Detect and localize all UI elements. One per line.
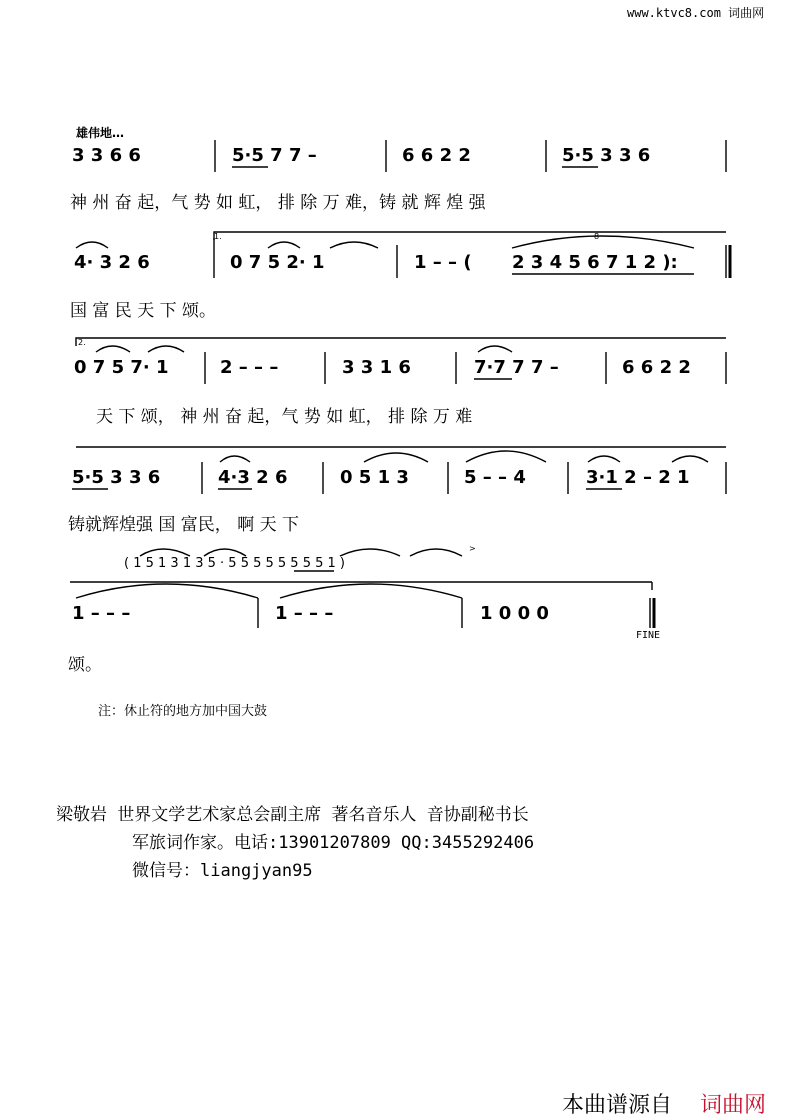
- slur: [220, 456, 250, 462]
- credit-line3: 微信号：liangjyan95: [132, 861, 313, 881]
- row3-bar4: 7·7 7 7 –: [474, 357, 559, 378]
- row1-lyrics: 神 州 奋 起，气 势 如 虹， 排 除 万 难，铸 就 辉 煌 强: [70, 193, 486, 213]
- footnote: 注：休止符的地方加中国大鼓: [98, 704, 268, 719]
- row4-bar2: 4·3 2 6: [218, 467, 288, 488]
- slur: [364, 453, 428, 462]
- row4-lyrics: 铸就辉煌强 国 富民， 啊 天 下: [68, 515, 300, 535]
- row2-bar1: 4· 3 2 6: [74, 252, 150, 273]
- volta-1-label: 1.: [214, 232, 222, 241]
- row6-bar2: 1 – – –: [275, 603, 334, 624]
- tempo-marking: 雄伟地…: [76, 126, 125, 140]
- row4-bar4: 5 – – 4: [464, 467, 526, 488]
- row3-bar5: 6 6 2 2: [622, 357, 691, 378]
- slur: [96, 346, 130, 352]
- slur: [478, 346, 512, 352]
- slur: [268, 242, 300, 248]
- row6-lyrics: 颂。: [68, 655, 102, 675]
- row6-bar3: 1 0 0 0: [480, 603, 549, 624]
- slur: [340, 549, 400, 556]
- slur: [588, 456, 620, 462]
- slur: [140, 549, 190, 556]
- row6-bar1: 1 – – –: [72, 603, 131, 624]
- slur: [672, 456, 708, 462]
- volta-2-bracket: [76, 338, 726, 346]
- row1-bar1: 3 3 6 6: [72, 145, 141, 166]
- brand-logo-text[interactable]: 词曲网: [700, 1093, 767, 1118]
- site-url: www.ktvc8.com 词曲网: [627, 6, 765, 20]
- slur: [148, 346, 184, 352]
- row1-bar3: 6 6 2 2: [402, 145, 471, 166]
- row2-bar4: 2 3 4 5 6 7 1 2 ):: [512, 252, 678, 273]
- row4-bar5: 3·1 2 – 2 1: [586, 467, 690, 488]
- row3-bar2: 2 – – –: [220, 357, 279, 378]
- row3-lyrics: 天 下 颂， 神 州 奋 起，气 势 如 虹， 排 除 万 难: [96, 407, 473, 427]
- credit-line2: 军旅词作家。电话:13901207809 QQ:3455292406: [132, 833, 535, 853]
- slur: [410, 549, 462, 556]
- slur: [466, 451, 546, 462]
- volta-2-label: 2.: [78, 338, 86, 347]
- tuplet-label: 8: [594, 232, 600, 241]
- source-label: 本曲谱源自: [562, 1093, 673, 1118]
- row3-bar3: 3 3 1 6: [342, 357, 411, 378]
- slur: [76, 242, 108, 248]
- row2-bar3: 1 – – (: [414, 252, 472, 273]
- row4-bar1: 5·5 3 3 6: [72, 467, 161, 488]
- slur: [512, 236, 694, 248]
- interlude-notes: ( 1 5 1 3 1 3 5 · 5 5 5 5 5 5 5 5 1 ): [124, 556, 345, 571]
- slur: [330, 242, 378, 248]
- accent-mark: >: [469, 544, 476, 553]
- row2-bar2: 0 7 5 2· 1: [230, 252, 325, 273]
- row4-bar3: 0 5 1 3: [340, 467, 409, 488]
- fine-marking: FINE: [636, 630, 661, 641]
- credit-line1: 梁敬岩 世界文学艺术家总会副主席 著名音乐人 音协副秘书长: [56, 805, 529, 825]
- slur: [204, 549, 246, 556]
- tie: [76, 584, 258, 598]
- row1-bar4: 5·5 3 3 6: [562, 145, 651, 166]
- tie: [280, 584, 462, 598]
- row2-lyrics: 国 富 民 天 下 颂。: [70, 301, 217, 321]
- row3-bar1: 0 7 5 7· 1: [74, 357, 169, 378]
- row1-bar2: 5·5 7 7 –: [232, 145, 317, 166]
